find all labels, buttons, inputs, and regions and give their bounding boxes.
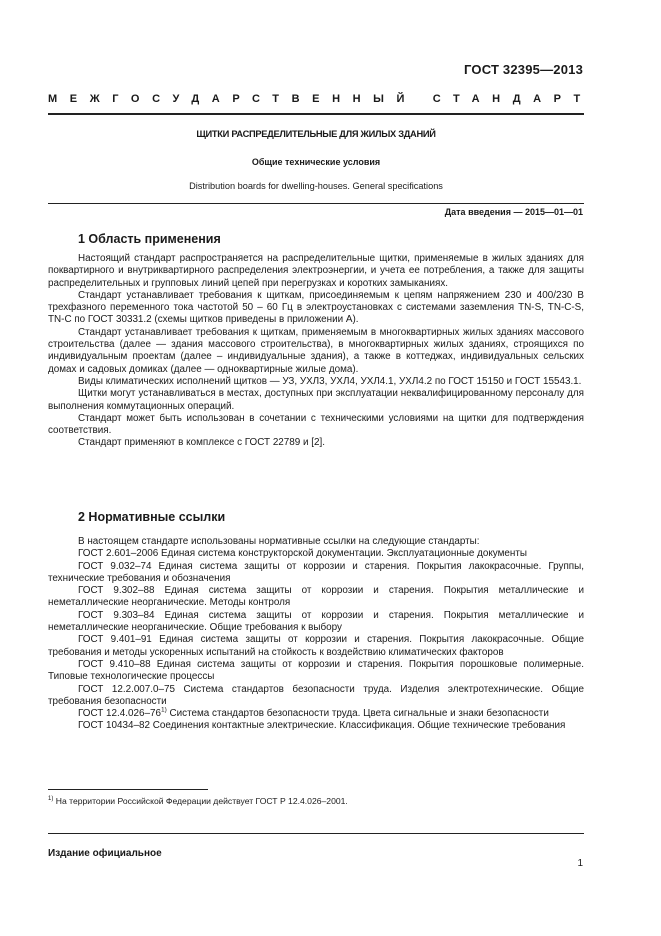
- footer-rule: [48, 833, 584, 834]
- page-number: 1: [577, 858, 583, 869]
- footnote-mark: 1): [48, 796, 54, 803]
- reference-item: ГОСТ 9.032–74 Единая система защиты от коррозии и старения. Покрытия лакокрасочные. Группы, технические требования и обозначения: [48, 560, 584, 584]
- paragraph: Виды климатических исполнений щитков — УЗ, УХЛ3, УХЛ4, УХЛ4.1, УХЛ4.2 по ГОСТ 15150 и ГОСТ 15543.1.: [78, 375, 582, 387]
- footnote-rule: [48, 789, 208, 790]
- document-title: ЩИТКИ РАСПРЕДЕЛИТЕЛЬНЫЕ ДЛЯ ЖИЛЫХ ЗДАНИЙ: [196, 129, 436, 139]
- english-title: Distribution boards for dwelling-houses. General specifications: [189, 181, 443, 191]
- reference-item: ГОСТ 9.303–84 Единая система защиты от коррозии и старения. Покрытия металлические и неметаллические неорганические. Общие требования к выбору: [48, 609, 584, 634]
- reference-item: [48, 708, 584, 720]
- footnote-marker: 1): [160, 706, 167, 714]
- reference-item: ГОСТ 9.401–91 Единая система защиты от коррозии и старения. Покрытия лакокрасочные. Общие требования и методы ускоренных испытаний на стойкость к воздействию климатических факторов: [48, 634, 584, 658]
- document-code: ГОСТ 32395—2013: [464, 62, 583, 77]
- document-subtitle: Общие технические условия: [251, 157, 381, 167]
- introduction-date: Дата введения — 2015—01—01: [444, 207, 583, 217]
- paragraph: Щитки могут устанавливаться в местах, доступных при эксплуатации неквалифицированному персоналу для выполнения коммутационных операций.: [48, 388, 584, 412]
- reference-text: Система стандартов безопасности труда. Цвета сигнальные и знаки безопасности: [166, 708, 549, 720]
- footnote-text: На территории Российской Федерации действует ГОСТ Р 12.4.026–2001.: [53, 796, 348, 806]
- title-rule: [48, 203, 584, 204]
- reference-item: ГОСТ 12.2.007.0–75 Система стандартов безопасности труда. Изделия электротехнические. Общие требования безопасности: [48, 683, 584, 707]
- interstate-standard-label: МЕЖГОСУДАРСТВЕННЫЙ СТАНДАРТ: [48, 93, 593, 105]
- paragraph: Настоящий стандарт распространяется на распределительные щитки, применяемые в жилых зданиях для поквартирного и внутриквартирного распределения электроэнергии, и учета ее потребления, а также для защиты распределительных и групповых линий цепей при перегрузках и коротких замыканиях.: [48, 253, 584, 289]
- paragraph: Стандарт устанавливает требования к щиткам, применяемым в многоквартирных жилых зданиях массового строительства (далее — здания массового строительства), в многоквартирных жилых зданиях, строящихся по индивидуальным проектам (далее – индивидуальные здания), а также в коттеджах, индивидуальных сельских домах и садовых домиках (далее — одноквартирные жилые дома).: [48, 326, 584, 375]
- reference-item: ГОСТ 2.601–2006 Единая система конструкторской документации. Эксплуатационные документы: [78, 548, 527, 560]
- reference-item: ГОСТ 9.410–88 Единая система защиты от коррозии и старения. Покрытия порошковые полимерные. Типовые технологические процессы: [48, 658, 584, 683]
- section-2-heading: 2 Нормативные ссылки: [78, 510, 226, 524]
- reference-code: ГОСТ 12.4.026–76: [78, 708, 161, 720]
- paragraph: Стандарт может быть использован в сочетании с техническими условиями на щитки для подтверждения соответствия.: [48, 412, 584, 437]
- footnote: [48, 796, 348, 806]
- paragraph: В настоящем стандарте использованы нормативные ссылки на следующие стандарты:: [78, 536, 480, 547]
- official-edition-label: Издание официальное: [48, 848, 162, 859]
- paragraph: Стандарт применяют в комплексе с ГОСТ 22789 и [2].: [78, 437, 326, 449]
- reference-item: ГОСТ 10434–82 Соединения контактные электрические. Классификация. Общие технические требования: [78, 720, 566, 732]
- section-1-heading: 1 Область применения: [78, 232, 221, 246]
- section-1-body: [48, 253, 584, 450]
- section-2-body: [48, 536, 584, 733]
- header-rule: [48, 113, 584, 115]
- reference-item: ГОСТ 9.302–88 Единая система защиты от коррозии и старения. Покрытия металлические и неметаллические неорганические. Методы контроля: [48, 585, 584, 609]
- paragraph: Стандарт устанавливает требования к щиткам, присоединяемым к цепям напряжением 230 и 400/230 В трехфазного переменного тока частотой 50 – 60 Гц в электроустановках с системами заземления TN-S, TN-C-S, TN-C по ГОСТ 30331.2 (схемы щитков приведены в приложении А).: [48, 289, 584, 326]
